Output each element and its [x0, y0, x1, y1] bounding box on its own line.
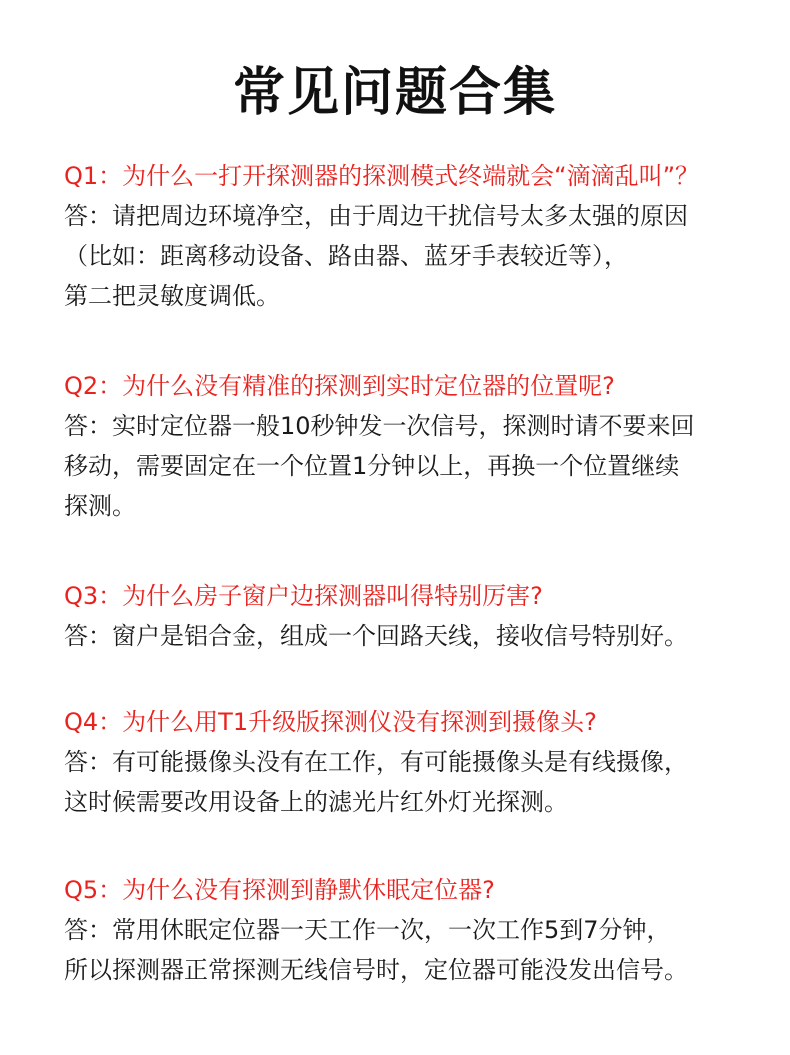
faq-answer — [64, 406, 754, 526]
faq-item-5 — [64, 870, 754, 990]
faq-question: Q5：为什么没有探测到静默休眠定位器? — [64, 876, 495, 904]
faq-item-4 — [64, 702, 754, 822]
answer-line: 答：常用休眠定位器一天工作一次，一次工作5到7分钟， — [64, 916, 671, 944]
faq-question: Q2：为什么没有精准的探测到实时定位器的位置呢? — [64, 372, 615, 400]
faq-question: Q4：为什么用T1升级版探测仪没有探测到摄像头? — [64, 708, 597, 736]
answer-line: 答：实时定位器一般10秒钟发一次信号，探测时请不要来回 — [64, 412, 695, 440]
faq-question: Q3：为什么房子窗户边探测器叫得特别厉害? — [64, 582, 543, 610]
faq-question: Q1：为什么一打开探测器的探测模式终端就会“滴滴乱叫”？ — [64, 162, 700, 190]
answer-line: 探测。 — [64, 492, 136, 520]
faq-answer — [64, 910, 754, 990]
faq-item-3 — [64, 576, 754, 656]
answer-line: 移动，需要固定在一个位置1分钟以上，再换一个位置继续 — [64, 452, 680, 480]
answer-line: （比如：距离移动设备、路由器、蓝牙手表较近等）， — [64, 242, 628, 270]
answer-line: 第二把灵敏度调低。 — [64, 282, 280, 310]
page-title: 常见问题合集 — [232, 63, 557, 123]
faq-answer — [64, 616, 754, 656]
faq-item-2 — [64, 366, 754, 526]
faq-answer — [64, 742, 754, 822]
faq-item-1 — [64, 156, 754, 316]
faq-answer — [64, 196, 754, 316]
answer-line: 答：有可能摄像头没有在工作，有可能摄像头是有线摄像， — [64, 748, 688, 776]
answer-line: 所以探测器正常探测无线信号时，定位器可能没发出信号。 — [64, 956, 688, 984]
answer-line: 这时候需要改用设备上的滤光片红外灯光探测。 — [64, 788, 568, 816]
answer-line: 答：请把周边环境净空，由于周边干扰信号太多太强的原因 — [64, 202, 688, 230]
answer-line: 答：窗户是铝合金，组成一个回路天线，接收信号特别好。 — [64, 622, 688, 650]
